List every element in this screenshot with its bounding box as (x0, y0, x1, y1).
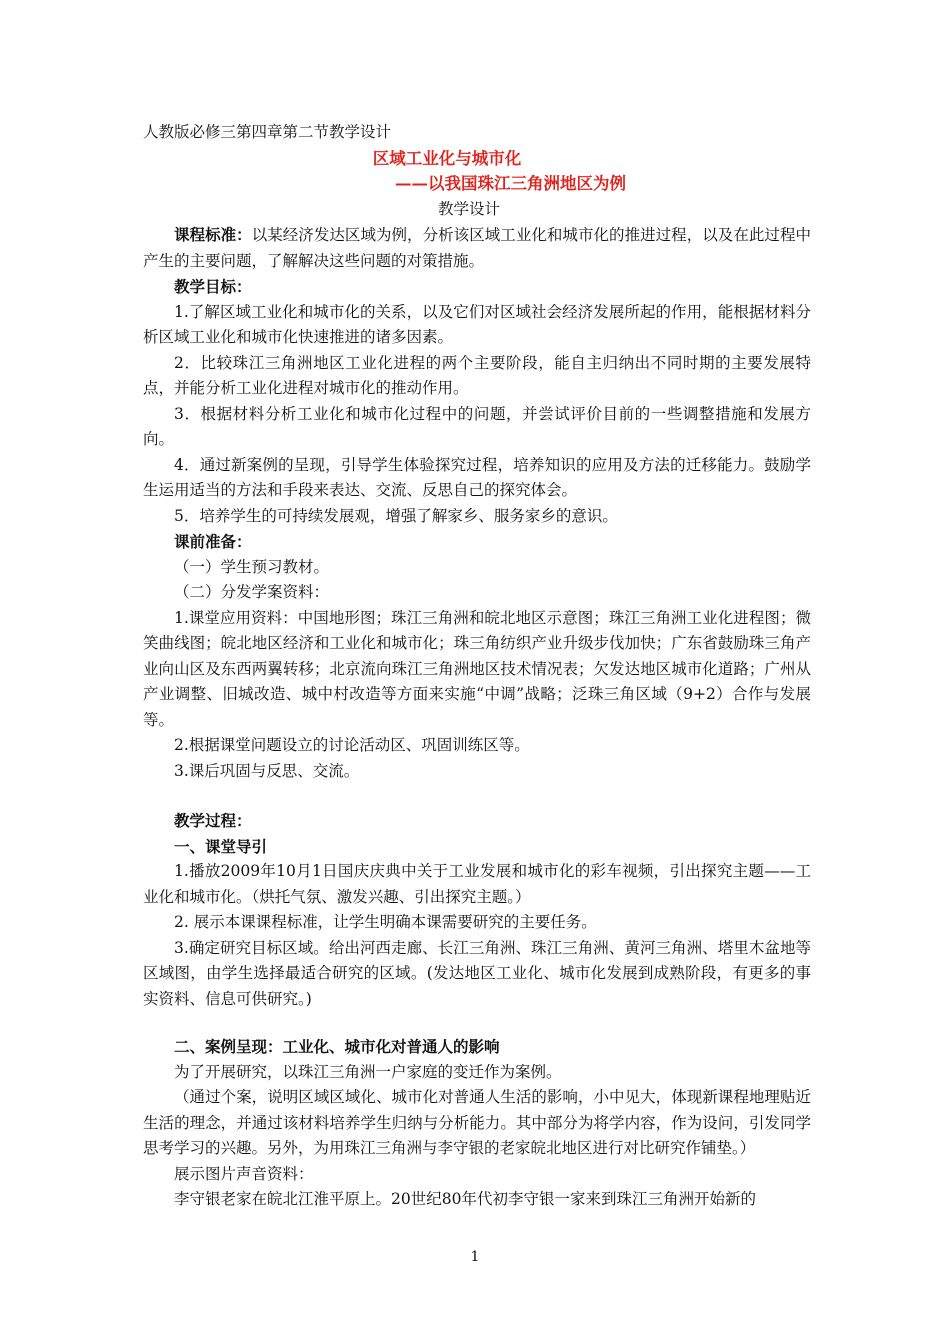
doc-title: 区域工业化与城市化 (372, 148, 522, 168)
section1-item: 3.确定研究目标区域。给出河西走廊、长江三角洲、珠江三角洲、黄河三角洲、塔里木盆地等区域图，由学生选择最适合研究的区域。(发达地区工业化、城市化发展到成熟阶段，有更多的事实资料、信息可供研究。) (143, 938, 811, 1008)
section1-item: 1.播放2009年10月1日国庆庆典中关于工业发展和城市化的彩车视频，引出探究主题——工业化和城市化。（烘托气氛、激发兴趣、引出探究主题。） (143, 862, 811, 906)
spacer (143, 784, 811, 808)
spacer (143, 1012, 811, 1034)
goal-item: 1.了解区域工业化和城市化的关系，以及它们对区域社会经济发展所起的作用，能根据材料分析区域工业化和城市化快速推进的诸多因素。 (143, 302, 811, 346)
page-number: 1 (470, 1249, 480, 1265)
goal-item: 4．通过新案例的呈现，引导学生体验探究过程，培养知识的应用及方法的迁移能力。鼓励学生运用适当的方法和手段来表达、交流、反思自己的探究体会。 (143, 455, 811, 499)
course-standard-text: 以某经济发达区域为例，分析该区域工业化和城市化的推进过程，以及在此过程中产生的主要问题，了解解决这些问题的对策措施。 (143, 226, 811, 270)
course-standard-label: 课程标准： (174, 225, 252, 244)
section2-item: 为了开展研究，以珠江三角洲一户家庭的变迁作为案例。 (174, 1062, 562, 1081)
goal-item: 2．比较珠江三角洲地区工业化进程的两个主要阶段，能自主归纳出不同时期的主要发展特点，并能分析工业化进程对城市化的推动作用。 (143, 353, 811, 397)
section1-item: 2. 展示本课课程标准，让学生明确本课需要研究的主要任务。 (174, 913, 597, 931)
course-standard (143, 222, 811, 274)
prep-item: （二）分发学案资料： (174, 583, 330, 601)
prep-item: 3.课后巩固与反思、交流。 (174, 761, 360, 780)
prep-item: （一）学生预习教材。 (174, 557, 330, 576)
prep-item: 1.课堂应用资料：中国地形图；珠江三角洲和皖北地区示意图；珠江三角洲工业化进程图；微笑曲线图；皖北地区经济和工业化和城市化；珠三角纺织产业升级步伐加快；广东省鼓励珠三角产业向山区及东西两翼转移；北京流向珠江三角洲地区技术情况表；欠发达地区城市化道路；广州从产业调整、旧城改造、城中村改造等方面来实施“中调”战略；泛珠三角区域（9+2）合作与发展等。 (143, 608, 811, 729)
goal-item: 5．培养学生的可持续发展观，增强了解家乡、服务家乡的意识。 (174, 506, 618, 525)
section2-item: 展示图片声音资料： (174, 1164, 314, 1183)
doc-subtitle: ——以我国珠江三角洲地区为例 (395, 174, 626, 193)
section2-item: 李守银老家在皖北江淮平原上。20世纪80年代初李守银一家来到珠江三角洲开始新的 (174, 1190, 756, 1208)
goals-label: 教学目标： (174, 277, 252, 296)
document-body (143, 120, 811, 1213)
section2-heading: 二、案例呈现：工业化、城市化对普通人的影响 (174, 1037, 500, 1056)
design-label: 教学设计 (437, 199, 500, 218)
prep-item: 2.根据课堂问题设立的讨论活动区、巩固训练区等。 (174, 736, 530, 754)
process-label: 教学过程： (174, 811, 252, 830)
prep-label: 课前准备： (174, 532, 252, 551)
goal-item: 3．根据材料分析工业化和城市化过程中的问题，并尝试评价目前的一些调整措施和发展方向。 (143, 404, 811, 448)
doc-header-line: 人教版必修三第四章第二节教学设计 (143, 123, 392, 141)
section2-item: （通过个案，说明区域区域化、城市化对普通人生活的影响，小中见大，体现新课程地理贴近生活的理念，并通过该材料培养学生归纳与分析能力。其中部分为将学内容，作为设问，引发同学思考学习的兴趣。另外，为用珠江三角洲与李守银的老家皖北地区进行对比研究作铺垫。） (143, 1088, 811, 1157)
section1-heading: 一、课堂导引 (174, 836, 268, 856)
